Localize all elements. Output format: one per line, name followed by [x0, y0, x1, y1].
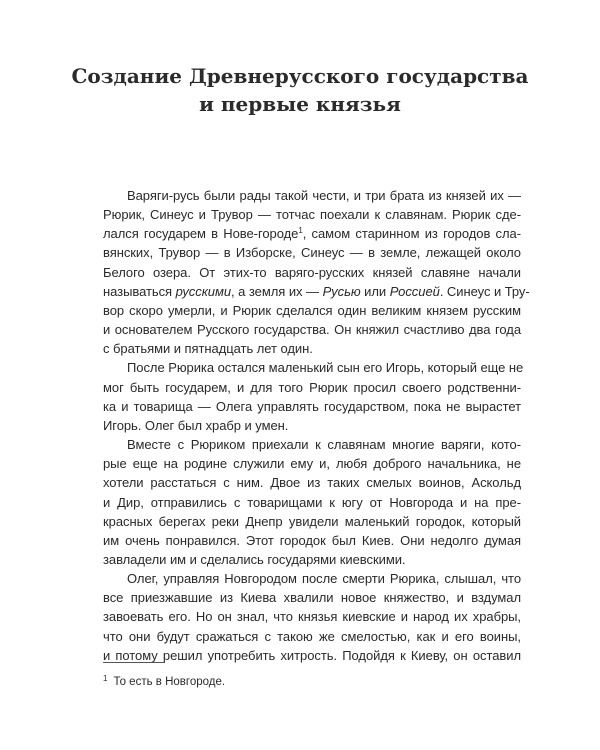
text-line: завоевать его. Но он знал, что князья киевские и народ их храбры, — [103, 609, 521, 625]
text-line: завладели им и сделались государями киевскими. — [103, 551, 406, 567]
text-line: После Рюрика остался маленький сын его Игорь, который еще не — [127, 360, 524, 376]
paragraph-4 — [103, 569, 521, 665]
body-text — [103, 186, 530, 665]
text-line: мог быть государем, и для того Рюрик просил своего родственни- — [103, 379, 521, 395]
text-run: или — [360, 283, 390, 299]
text-line: рые еще на родине служили ему и, любя доброго начальника, не — [103, 456, 521, 472]
footnote — [103, 674, 225, 688]
text-run: , самом старинном из городов сла- — [302, 226, 521, 242]
text-line: Белого озера. От этих-то варяго-русских князей славяне начали — [103, 264, 521, 280]
text-line: что они будут сражаться с такою же смелостью, как и его воины, — [103, 628, 521, 644]
text-line: вянских, Трувор — в Изборске, Синеус — в земле, лежащей около — [103, 245, 521, 261]
text-line: и Дир, отправились с товарищами к югу от Новгорода и на пре- — [103, 494, 521, 510]
text-run: называться — [103, 283, 176, 299]
italic-term: Русью — [322, 283, 361, 299]
footnote-ref[interactable]: 1 — [298, 226, 303, 236]
paragraph-3 — [103, 435, 521, 569]
text-line: и основателем Русского государства. Он княжил счастливо два года — [103, 322, 521, 338]
paragraph-2 — [103, 358, 524, 435]
italic-term: русскими — [175, 283, 232, 299]
text-line: Вместе с Рюриком приехали к славянам многие варяги, кото- — [127, 437, 521, 453]
footnote-text: То есть в Новгороде. — [113, 676, 226, 688]
text-line — [103, 224, 521, 243]
text-line: Игорь. Олег был храбр и умен. — [103, 417, 289, 433]
chapter-title-line-2: и первые князья — [199, 92, 401, 116]
footnote-divider — [103, 662, 165, 663]
text-line: Рюрик, Синеус и Трувор — тотчас поехали к славянам. Рюрик сде- — [103, 207, 521, 223]
text-line: все приезжавшие из Киева хвалили новое княжество, и вздумал — [103, 590, 521, 606]
chapter-title — [0, 62, 600, 118]
text-line: и потому решил употребить хитрость. Подойдя к Киеву, он оставил — [103, 647, 521, 663]
text-run: , а земля их — — [231, 283, 323, 299]
text-line: им очень понравился. Этот городок был Киев. Они недолго думая — [103, 532, 521, 548]
text-line: вор скоро умерли, и Рюрик сделался один великим князем русским — [103, 302, 521, 318]
text-line: хотели расстаться с ним. Двое из таких смелых воинов, Аскольд — [103, 475, 521, 491]
footnote-marker: 1 — [103, 674, 108, 683]
text-run: . Синеус и Тру- — [439, 283, 530, 299]
text-line: с братьями и пятнадцать лет один. — [103, 341, 313, 357]
text-line: Варяги-русь были рады такой чести, и три брата из князей их — — [127, 188, 521, 203]
italic-term: Россией — [389, 283, 440, 299]
paragraph-1 — [103, 186, 530, 358]
text-line: ка и товарища — Олега управлять государством, пока не вырастет — [103, 398, 521, 414]
text-line — [103, 282, 530, 301]
chapter-title-line-1: Создание Древнерусского государства — [71, 64, 529, 88]
text-line: Олег, управляя Новгородом после смерти Рюрика, слышал, что — [127, 571, 521, 587]
text-line: красных берегах реки Днепр увидели маленький городок, который — [103, 513, 521, 529]
text-run: лался государем в Нове-городе — [103, 226, 299, 242]
